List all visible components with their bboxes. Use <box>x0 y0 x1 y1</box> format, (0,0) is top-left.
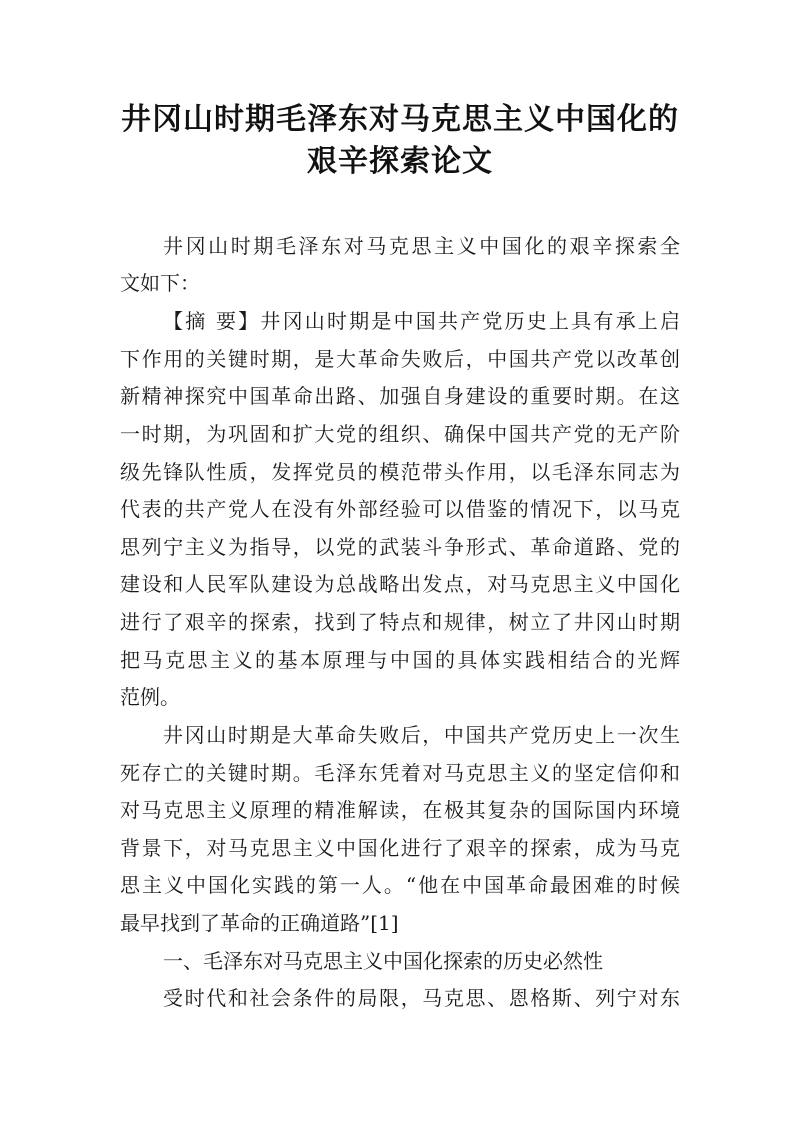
body-text-line: 建设和人民军队建设为总战略出发点，对马克思主义中国化 <box>120 572 680 596</box>
body-text-line: 代表的共产党人在没有外部经验可以借鉴的情况下，以马克 <box>120 497 680 521</box>
body-text-line: 井冈山时期毛泽东对马克思主义中国化的艰辛探索全 <box>163 234 680 258</box>
body-text-line: 最早找到了革命的正确道路”[1] <box>120 911 399 935</box>
body-text-line: 死存亡的关键时期。毛泽东凭着对马克思主义的坚定信仰和 <box>120 761 680 785</box>
body-text-line: 思列宁主义为指导，以党的武装斗争形式、革命道路、党的 <box>120 535 680 559</box>
body-text-line: 【摘 要】井冈山时期是中国共产党历史上具有承上启 <box>163 309 680 333</box>
body-text-line: 级先锋队性质，发挥党员的模范带头作用，以毛泽东同志为 <box>120 460 680 484</box>
body-text-line: 文如下： <box>120 271 200 295</box>
body-text-line: 对马克思主义原理的精准解读，在极其复杂的国际国内环境 <box>120 798 680 822</box>
body-text-line: 进行了艰辛的探索，找到了特点和规律，树立了井冈山时期 <box>120 610 680 634</box>
document-title-line-1: 井冈山时期毛泽东对马克思主义中国化的 <box>121 102 679 137</box>
body-text-line: 新精神探究中国革命出路、加强自身建设的重要时期。在这 <box>120 384 680 408</box>
body-text-line: 一时期，为巩固和扩大党的组织、确保中国共产党的无产阶 <box>120 422 680 446</box>
body-text-line: 把马克思主义的基本原理与中国的具体实践相结合的光辉 <box>120 648 680 672</box>
document-title-line-2: 艰辛探索论文 <box>307 144 493 179</box>
body-text-line: 背景下，对马克思主义中国化进行了艰辛的探索，成为马克 <box>120 836 680 860</box>
body-text-line: 范例。 <box>120 685 180 709</box>
section-heading: 一、毛泽东对马克思主义中国化探索的历史必然性 <box>163 949 603 973</box>
body-text-line: 受时代和社会条件的局限，马克思、恩格斯、列宁对东 <box>163 986 680 1010</box>
body-text-line: 井冈山时期是大革命失败后，中国共产党历史上一次生 <box>163 723 680 747</box>
body-text-line: 思主义中国化实践的第一人。“他在中国革命最困难的时候 <box>120 873 680 897</box>
body-text-line: 下作用的关键时期，是大革命失败后，中国共产党以改革创 <box>120 347 680 371</box>
